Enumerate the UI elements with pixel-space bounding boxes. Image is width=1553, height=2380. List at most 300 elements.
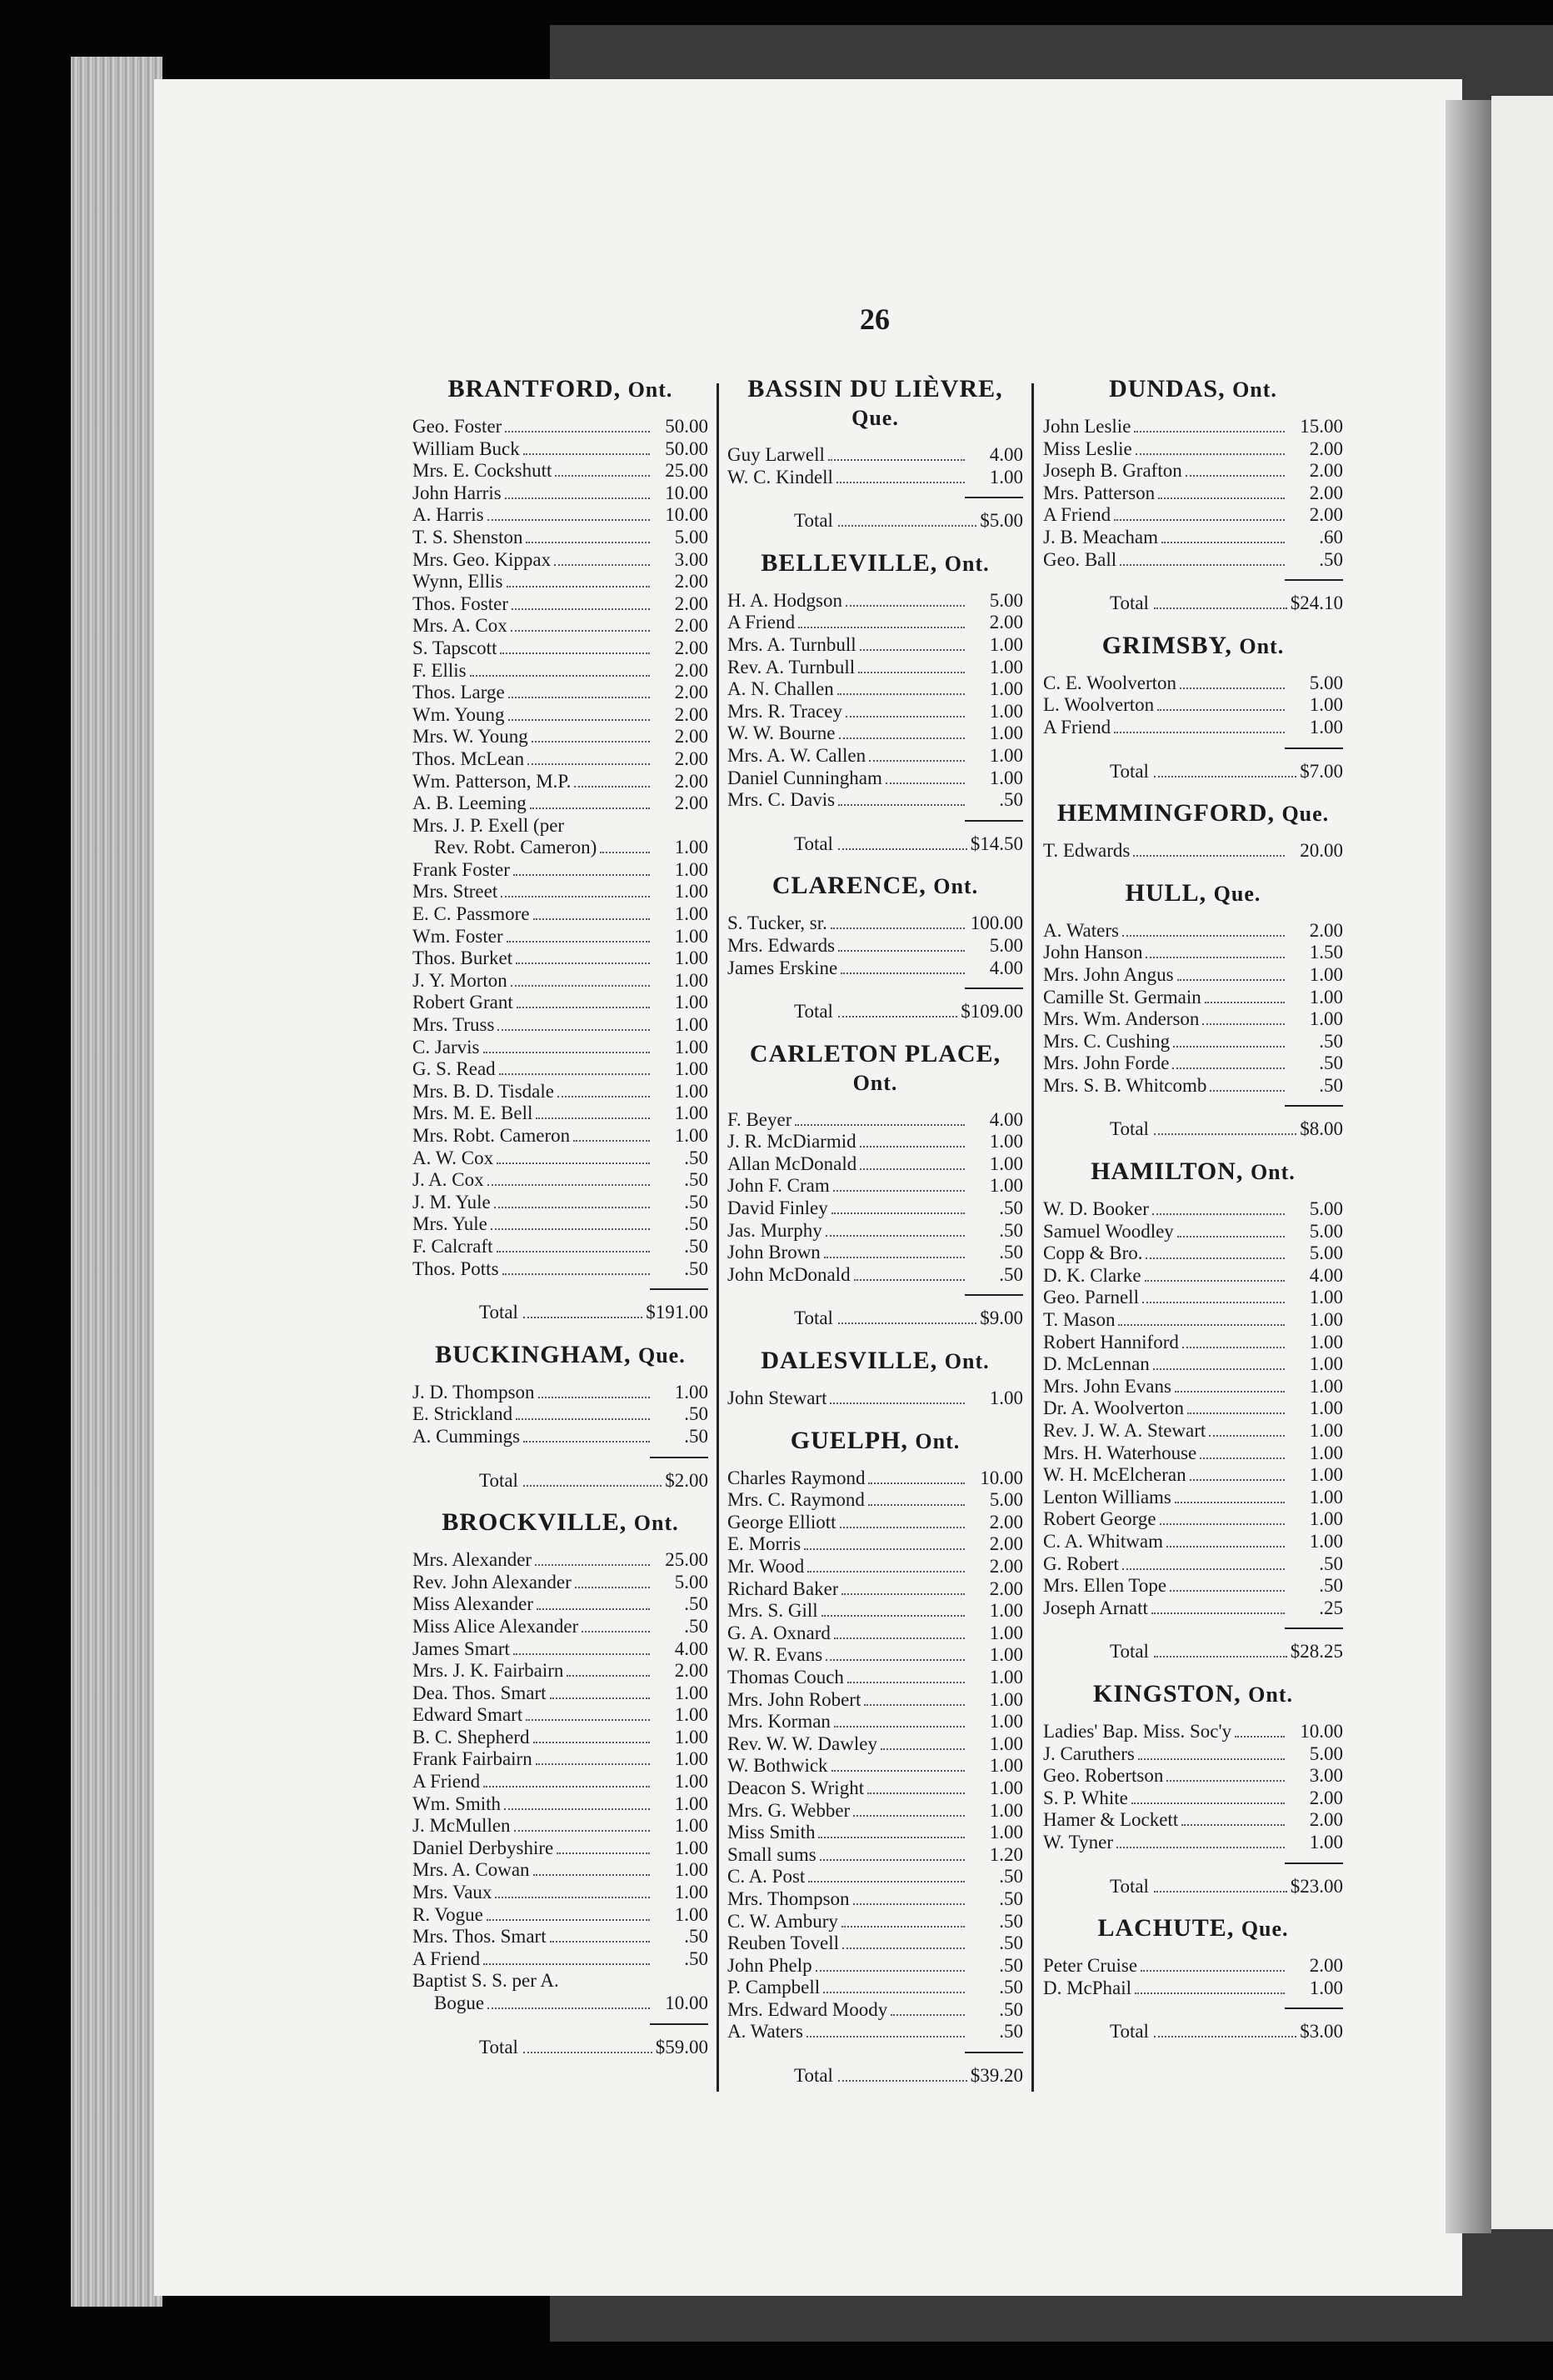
province-abbr: Que. [1281,802,1330,827]
donor-name: A Friend [727,612,796,633]
donation-amount: .50 [999,1910,1023,1932]
donation-amount: 2.00 [674,726,708,748]
donation-amount: 10.00 [665,504,708,526]
leader-dots [1133,855,1285,857]
province-abbr: Ont. [944,1349,990,1374]
donation-amount: 1.00 [989,678,1023,700]
leader-dots [526,1719,650,1721]
leader-dots [804,1548,965,1550]
town-name: DUNDAS, [1109,375,1226,402]
leader-dots [1146,1258,1285,1259]
donation-amount: 25.00 [665,1549,708,1571]
leader-dots [530,808,650,809]
donor-name: C. E. Woolverton [1043,672,1176,693]
donor-row [412,1926,708,1948]
donor-name: Mrs. W. Young [412,726,528,748]
leader-dots [1146,957,1285,958]
total-label: Total [794,510,833,532]
donor-row [412,1704,708,1727]
leader-dots [838,2080,967,2082]
total-label: Total [1110,1875,1149,1897]
donation-amount: 4.00 [989,1108,1023,1130]
leader-dots [1136,453,1285,455]
donor-name: Camille St. Germain [1043,986,1201,1008]
leader-dots [853,1903,965,1905]
donor-row [727,1198,1023,1220]
town-section [1043,879,1343,1141]
leader-dots [516,1418,650,1420]
donor-row [727,678,1023,701]
donation-amount: .50 [1319,1575,1343,1597]
leader-dots [501,896,650,898]
donation-amount: 1.00 [989,1131,1023,1152]
province-abbr: Ont. [1250,1160,1296,1185]
donor-row [1043,1398,1343,1420]
leader-dots [886,782,965,784]
donor-name: Mrs. Thos. Smart [412,1926,547,1948]
donor-name: Thos. Burket [412,948,513,969]
donation-amount: 1.00 [674,1704,708,1726]
leader-dots [808,1881,965,1882]
leader-dots [574,786,650,788]
donor-name: Mrs. Truss [412,1014,495,1036]
donor-name: John Leslie [1043,416,1131,437]
donation-amount: 2.00 [989,612,1023,633]
leader-dots [499,1073,650,1075]
donor-name: G. S. Read [412,1058,496,1080]
donation-amount: 1.00 [674,1080,708,1102]
leader-dots [536,1118,650,1119]
donation-amount: 1.00 [1309,1309,1343,1331]
leader-dots [1154,1891,1287,1892]
donor-row [412,571,708,593]
total-label: Total [479,1469,518,1491]
donor-name: Mrs. Ellen Tope [1043,1575,1167,1597]
donation-amount: 1.00 [1309,1464,1343,1486]
donor-name: E. Strickland [412,1403,513,1425]
donation-amount: 1.00 [1309,963,1343,985]
leader-dots [557,1096,650,1098]
donor-name: Small sums [727,1843,816,1865]
donor-name: John Phelp [727,1954,812,1976]
donation-amount: .50 [999,1198,1023,1219]
leader-dots [500,652,650,654]
donation-amount: .50 [999,1888,1023,1909]
donor-name: Rev. Robt. Cameron) [434,837,597,858]
donation-amount: 1.00 [1309,1420,1343,1441]
donor-row [727,444,1023,467]
donor-row [412,615,708,638]
donor-row [412,1616,708,1638]
donor-name: Mrs. C. Cushing [1043,1030,1171,1052]
donation-amount: 1.00 [674,903,708,925]
leader-dots [833,1190,965,1192]
donation-amount: 1.00 [989,1799,1023,1821]
leader-dots [839,738,966,739]
donor-name: Dr. A. Woolverton [1043,1398,1184,1419]
donor-row [412,482,708,505]
leader-dots [1154,1656,1287,1658]
donation-amount: 2.00 [674,703,708,725]
donation-amount: 20.00 [1300,840,1343,862]
donor-name: C. Jarvis [412,1036,480,1058]
leader-dots [575,1587,650,1588]
leader-dots [820,1859,965,1861]
donor-row [727,1512,1023,1534]
leader-dots [537,1608,650,1610]
donor-row [412,1258,708,1281]
donor-row [1043,1052,1343,1075]
donation-amount: .50 [1319,1074,1343,1096]
donor-name: P. Campbell [727,1977,821,1998]
total-rule [965,820,1023,822]
donor-name: Reuben Tovell [727,1932,840,1954]
donation-amount: 1.00 [674,1882,708,1903]
town-heading [1043,1158,1343,1187]
donation-amount: 1.00 [1309,1353,1343,1375]
town-heading [727,375,1023,432]
town-name: HEMMINGFORD, [1056,799,1275,828]
leader-dots [1175,1391,1285,1392]
town-heading [1043,879,1343,908]
leader-dots [860,1168,965,1170]
donation-amount: 2.00 [1309,438,1343,459]
total-label: Total [1110,1641,1149,1662]
town-section [727,1347,1023,1410]
donor-row [412,792,708,815]
donor-name: Thos. Potts [412,1258,499,1279]
donor-row [1043,717,1343,739]
donor-name: E. Morris [727,1533,801,1555]
total-rule [1285,579,1343,581]
donor-name: J. McMullen [412,1815,511,1837]
leader-dots [1141,1970,1285,1972]
leader-dots [846,605,965,607]
donation-amount: .50 [999,1866,1023,1888]
donor-row [412,726,708,748]
donation-amount: .50 [684,1169,708,1191]
donation-amount: 1.00 [674,1726,708,1748]
donation-amount: 1.00 [674,837,708,858]
column-rule-left [717,383,719,2092]
leader-dots [1161,542,1285,543]
province-abbr: Ont. [915,1428,961,1453]
total-rule [1285,2008,1343,2009]
leader-dots [1202,1023,1285,1025]
donor-name: Wm. Young [412,703,505,725]
leader-dots [869,760,965,762]
total-row [1043,761,1343,783]
leader-dots [508,697,650,698]
leader-dots [823,1992,965,1993]
donor-row [1043,1309,1343,1332]
donor-name: Mrs. Alexander [412,1549,532,1571]
donor-name: W. C. Kindell [727,466,833,488]
donor-row [1043,1955,1343,1978]
total-amount: $9.00 [980,1308,1023,1329]
leader-dots [1118,1324,1285,1326]
total-rule [1285,748,1343,749]
town-name: HAMILTON, [1091,1158,1244,1186]
donation-amount: 1.00 [1309,1331,1343,1352]
donor-name: Mrs. J. K. Fairbairn [412,1660,564,1682]
donation-amount: 2.00 [674,615,708,637]
total-label: Total [479,2036,518,2058]
donor-row [412,859,708,882]
donor-row [1043,1332,1343,1354]
leader-dots [505,498,650,499]
leader-dots [847,1682,965,1683]
total-label: Total [794,2065,833,2087]
donor-name: Robert George [1043,1508,1156,1530]
donation-amount: 1.00 [989,1777,1023,1798]
donor-row [412,660,708,682]
leader-dots [513,874,650,876]
donation-amount: 1.00 [989,1711,1023,1732]
donation-amount: 1.00 [989,1152,1023,1174]
leader-dots [1166,1780,1285,1782]
donation-amount: 1.00 [989,466,1023,488]
leader-dots [834,1726,965,1728]
total-row [727,2065,1023,2088]
donor-row [1043,694,1343,717]
donation-amount: .50 [999,2021,1023,2042]
donor-name: Mrs. Edward Moody [727,1998,888,2020]
donor-name: David Finley [727,1198,828,1219]
leader-dots [1122,1568,1285,1570]
donation-amount: 1.00 [989,1688,1023,1710]
donor-row [412,903,708,926]
leader-dots [841,972,965,974]
donor-name: Samuel Woodley [1043,1220,1174,1242]
leader-dots [1114,519,1285,521]
donation-amount: .25 [1319,1597,1343,1618]
donor-row [412,1236,708,1258]
province-abbr: Ont. [1239,633,1285,658]
donor-name: W. D. Booker [1043,1198,1149,1220]
town-section [412,375,708,1324]
donation-amount: 1.00 [674,1837,708,1858]
donation-amount: 3.00 [674,548,708,570]
leader-dots [841,1926,965,1928]
donor-name: Thos. Large [412,682,505,703]
donation-amount: .50 [684,1615,708,1637]
leader-dots [837,693,965,695]
donor-row [1043,460,1343,482]
donor-row [727,722,1023,745]
donor-row [1043,1809,1343,1832]
town-heading [412,1508,708,1538]
donor-row [727,1932,1023,1955]
donor-name: J. Caruthers [1043,1742,1135,1764]
donation-amount: 1.00 [1309,1287,1343,1308]
donation-amount: 2.00 [674,592,708,614]
total-rule [650,2023,708,2025]
donor-row [727,912,1023,935]
donor-name: Rev. John Alexander [412,1571,572,1592]
donor-name: Guy Larwell [727,444,825,465]
donor-name: Mrs. Thompson [727,1888,850,1909]
donor-row [412,1549,708,1572]
donor-row [1043,1376,1343,1398]
leader-dots [1177,1236,1285,1238]
leader-dots [523,1317,642,1318]
donor-row [727,1955,1023,1978]
donation-amount: 1.00 [1309,1977,1343,1998]
donation-amount: .50 [684,1147,708,1168]
donor-name: James Smart [412,1638,510,1659]
donation-amount: 5.00 [1309,1742,1343,1764]
total-rule [650,1288,708,1290]
donor-name: Mrs. J. P. Exell (per [412,814,565,836]
donor-row [1043,1464,1343,1487]
donor-row [1043,1242,1343,1265]
donor-row [412,460,708,482]
donor-row [1043,1553,1343,1576]
donor-name: Mrs. Geo. Kippax [412,548,552,570]
donation-amount: 1.00 [1309,1442,1343,1463]
leader-dots [1166,1546,1285,1548]
donation-amount: 2.00 [1309,460,1343,482]
donor-row [727,1533,1023,1556]
donor-row [1043,1788,1343,1810]
donor-row [412,549,708,572]
donor-row [727,1733,1023,1756]
donor-row [1043,672,1343,695]
leader-dots [1172,1068,1285,1069]
donation-amount: 3.00 [1309,1765,1343,1787]
leader-dots [867,1792,965,1794]
donor-name: Jas. Murphy [727,1219,822,1241]
donation-amount: 1.00 [989,700,1023,722]
donor-row [412,926,708,948]
total-row [1043,2021,1343,2043]
donation-amount: 2.00 [989,1556,1023,1577]
donation-amount: 5.00 [989,934,1023,956]
leader-dots [573,1140,650,1142]
donation-amount: 1.00 [674,969,708,991]
leader-dots [891,2014,965,2016]
province-abbr: Que. [1213,881,1261,906]
donor-row [412,1992,708,2015]
donation-amount: 15.00 [1300,416,1343,437]
leader-dots [1154,608,1287,609]
donor-name: Charles Raymond [727,1467,866,1488]
leader-dots [830,1402,965,1404]
donor-row [727,1264,1023,1287]
town-name: GRIMSBY, [1101,631,1232,659]
donation-amount: 5.00 [989,589,1023,611]
donation-amount: .60 [1319,526,1343,548]
leader-dots [836,482,965,483]
leader-dots [511,985,650,987]
donor-name: Copp & Bro. [1043,1242,1143,1264]
donation-amount: 1.00 [1309,1375,1343,1397]
leader-dots [1181,1824,1285,1826]
town-heading [727,872,1023,901]
donation-amount: .50 [684,1926,708,1948]
donor-row [727,1778,1023,1800]
total-label: Total [479,1302,518,1323]
donor-row [1043,920,1343,942]
donor-row [1043,527,1343,549]
donation-amount: 1.00 [674,1682,708,1703]
donation-amount: 10.00 [980,1467,1023,1488]
total-rule [965,497,1023,498]
donor-name: J. D. Thompson [412,1381,535,1402]
donor-name: John McDonald [727,1263,851,1285]
donor-name: Mrs. R. Tracey [727,700,843,722]
donor-name: A. Cummings [412,1425,521,1447]
donor-name: Geo. Parnell [1043,1287,1139,1308]
donor-row [727,1755,1023,1778]
donor-row [1043,1442,1343,1465]
donor-name: S. P. White [1043,1787,1128,1808]
leader-dots [1122,935,1285,937]
donor-row [412,1037,708,1059]
leader-dots [838,525,976,527]
total-amount: $8.00 [1300,1118,1343,1140]
donor-row [412,837,708,859]
donor-row [727,789,1023,812]
province-abbr: Ont. [944,551,990,576]
donor-row [1043,840,1343,862]
facing-page-edge [1491,96,1553,2229]
donor-name: John Stewart [727,1388,827,1409]
donor-row [412,1660,708,1682]
donor-name: A. Harris [412,504,484,526]
leader-dots [483,1963,650,1965]
donation-amount: 1.00 [1309,1530,1343,1552]
donation-amount: 1.00 [674,948,708,969]
leader-dots [798,627,965,628]
donor-row [412,1638,708,1661]
donor-name: D. McPhail [1043,1977,1132,1998]
donor-name: C. W. Ambury [727,1910,838,1932]
donation-amount: .50 [684,1948,708,1969]
donor-name: Peter Cruise [1043,1955,1138,1977]
donor-name: Rev. J. W. A. Stewart [1043,1420,1206,1441]
leader-dots [838,1016,957,1018]
leader-dots [1160,1523,1285,1525]
donor-name: W. W. Bourne [727,722,836,744]
town-section [412,1341,708,1492]
donor-name: Mrs. Street [412,881,498,902]
donor-name: Mrs. A. Cowan [412,1859,530,1881]
leader-dots [1153,1368,1285,1370]
donor-row [412,992,708,1014]
donor-name: Mrs. Robt. Cameron [412,1125,571,1146]
town-heading [1043,632,1343,661]
donor-name: Dea. Thos. Smart [412,1682,547,1703]
donor-name: A. W. Cox [412,1147,494,1168]
leader-dots [527,763,650,765]
leader-dots [807,1571,965,1572]
leader-dots [600,852,650,853]
donor-name: Mrs. Yule [412,1213,487,1235]
donation-amount: 1.00 [989,1622,1023,1643]
donation-amount: 1.00 [674,1014,708,1036]
leader-dots [1120,564,1285,566]
province-abbr: Ont. [1232,378,1277,402]
donor-name: Mrs. M. E. Bell [412,1102,533,1124]
leader-dots [840,1527,965,1528]
leader-dots [1145,1280,1285,1282]
donor-row [727,1242,1023,1264]
donor-name: John Hanson [1043,942,1143,963]
town-heading [727,1347,1023,1376]
donor-row [1043,1008,1343,1031]
